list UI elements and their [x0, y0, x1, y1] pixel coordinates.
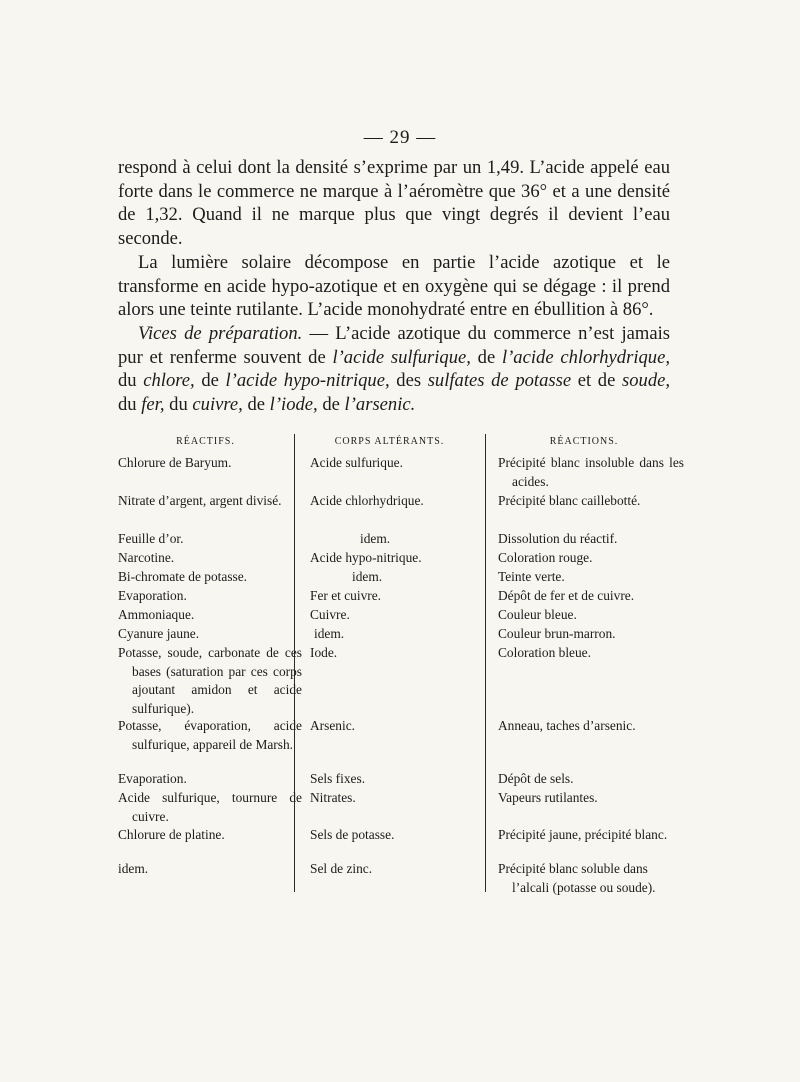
italic-term: l’acide sulfurique, — [332, 346, 478, 368]
cell-reactif: Chlorure de Baryum. — [118, 455, 232, 470]
cell-reactif: Ammoniaque. — [118, 607, 195, 622]
cell-reactif: Feuille d’or. — [118, 531, 184, 546]
cell-reactif: Evaporation. — [118, 588, 187, 603]
reagents-table — [118, 432, 684, 895]
header-corps-alterants: CORPS ALTÉRANTS. — [334, 436, 445, 447]
cell-reaction: Couleur brun-marron. — [498, 626, 616, 641]
section-heading: Vices de préparation. — [138, 322, 303, 344]
cell-reaction: Coloration rouge. — [498, 550, 593, 565]
cell-reactif: Narcotine. — [118, 550, 175, 565]
cell-corps: Acide chlorhydrique. — [310, 493, 424, 508]
cell-reactif: Chlorure de platine. — [118, 827, 225, 842]
column-divider — [485, 434, 486, 892]
italic-term: l’acide chlorhydrique, — [501, 346, 670, 368]
cell-reaction: Dépôt de sels. — [498, 771, 574, 786]
cell-corps: idem. — [314, 626, 345, 641]
column-reactifs — [118, 432, 302, 876]
italic-term: sulfates de potasse — [427, 370, 572, 392]
cell-corps: Sels fixes. — [310, 771, 366, 786]
cell-corps: idem. — [360, 531, 391, 546]
cell-corps: Nitrates. — [310, 790, 356, 805]
text-span: du — [118, 370, 144, 392]
cell-reactif: Bi-chromate de potasse. — [118, 569, 248, 584]
cell-reaction: Dissolution du réactif. — [498, 531, 618, 546]
cell-corps: Cuivre. — [310, 607, 350, 622]
cell-reaction: Précipité jaune, précipité blanc. — [498, 827, 668, 842]
cell-corps: Acide hypo-nitrique. — [310, 550, 422, 565]
cell-reactif: Potasse, soude, carbonate de ces bases (saturation par ces corps ajoutant amidon et acide sulfurique). — [118, 645, 302, 716]
column-corps-alterants — [298, 432, 481, 876]
text-span: — L’acide azotique du commerce n’est jamais pur et renferme souvent de — [118, 322, 670, 368]
cell-corps: Sels de potasse. — [310, 827, 395, 842]
italic-term: l’acide hypo-nitrique, — [225, 370, 397, 392]
paragraph-3 — [118, 322, 670, 417]
cell-corps: idem. — [352, 569, 383, 584]
cell-reaction: Couleur bleue. — [498, 607, 577, 622]
column-reactions — [498, 432, 684, 895]
page-number: — 29 — — [363, 127, 437, 148]
italic-term: chlore, — [143, 370, 202, 392]
cell-reaction: Précipité blanc soluble dans l’alcali (potasse ou soude). — [498, 861, 656, 895]
header-reactions: RÉACTIONS. — [549, 436, 619, 447]
text-span: de — [247, 394, 270, 416]
cell-corps: Arsenic. — [310, 718, 355, 733]
cell-reactif: Cyanure jaune. — [118, 626, 200, 641]
cell-reactif: idem. — [118, 861, 149, 876]
cell-corps: Fer et cuivre. — [310, 588, 382, 603]
cell-corps: Iode. — [310, 645, 338, 660]
italic-term: fer, — [141, 394, 170, 416]
cell-reactif: Potasse, évaporation, acide sulfurique, appareil de Marsh. — [118, 718, 302, 752]
cell-reaction: Teinte verte. — [498, 569, 565, 584]
cell-corps: Acide sulfurique. — [310, 455, 403, 470]
text-span: des — [396, 370, 428, 392]
header-reactifs: RÉACTIFS. — [176, 436, 235, 447]
text-span: de — [477, 346, 502, 368]
text-span: du — [118, 394, 142, 416]
cell-reactif: Evaporation. — [118, 771, 187, 786]
cell-reaction: Dépôt de fer et de cuivre. — [498, 588, 635, 603]
body-text — [118, 156, 670, 417]
cell-reaction: Précipité blanc insoluble dans les acides. — [498, 455, 684, 489]
italic-term: l’arsenic. — [344, 394, 416, 416]
cell-reaction: Coloration bleue. — [498, 645, 591, 660]
cell-reaction: Anneau, taches d’arsenic. — [498, 718, 636, 733]
text-span: du — [169, 394, 193, 416]
text-span: de — [322, 394, 345, 416]
cell-reaction: Précipité blanc caillebotté. — [498, 493, 641, 508]
text-span: de — [201, 370, 226, 392]
text-span: et de — [571, 370, 622, 392]
cell-reactif: Nitrate d’argent, argent divisé. — [118, 493, 282, 508]
italic-term: cuivre, — [192, 394, 248, 416]
cell-reaction: Vapeurs rutilantes. — [498, 790, 598, 805]
paragraph-1: respond à celui dont la densité s’exprime par un 1,49. L’acide appelé eau forte dans le commerce ne marque à l’aéromètre que 36° et a une densité de 1,32. Quand il ne marque plus que vingt degrés il devient l’eau seconde. — [118, 157, 670, 250]
cell-corps: Sel de zinc. — [310, 861, 373, 876]
italic-term: l’iode, — [269, 394, 323, 416]
cell-reactif: Acide sulfurique, tournure de cuivre. — [118, 790, 302, 824]
paragraph-2: La lumière solaire décompose en partie l’acide azotique et le transforme en acide hypo-azotique et en oxygène qui se dégage : il prend alors une teinte rutilante. L’acide monohydraté entre en ébullition à 86°. — [118, 251, 670, 321]
italic-term: soude, — [621, 370, 671, 392]
